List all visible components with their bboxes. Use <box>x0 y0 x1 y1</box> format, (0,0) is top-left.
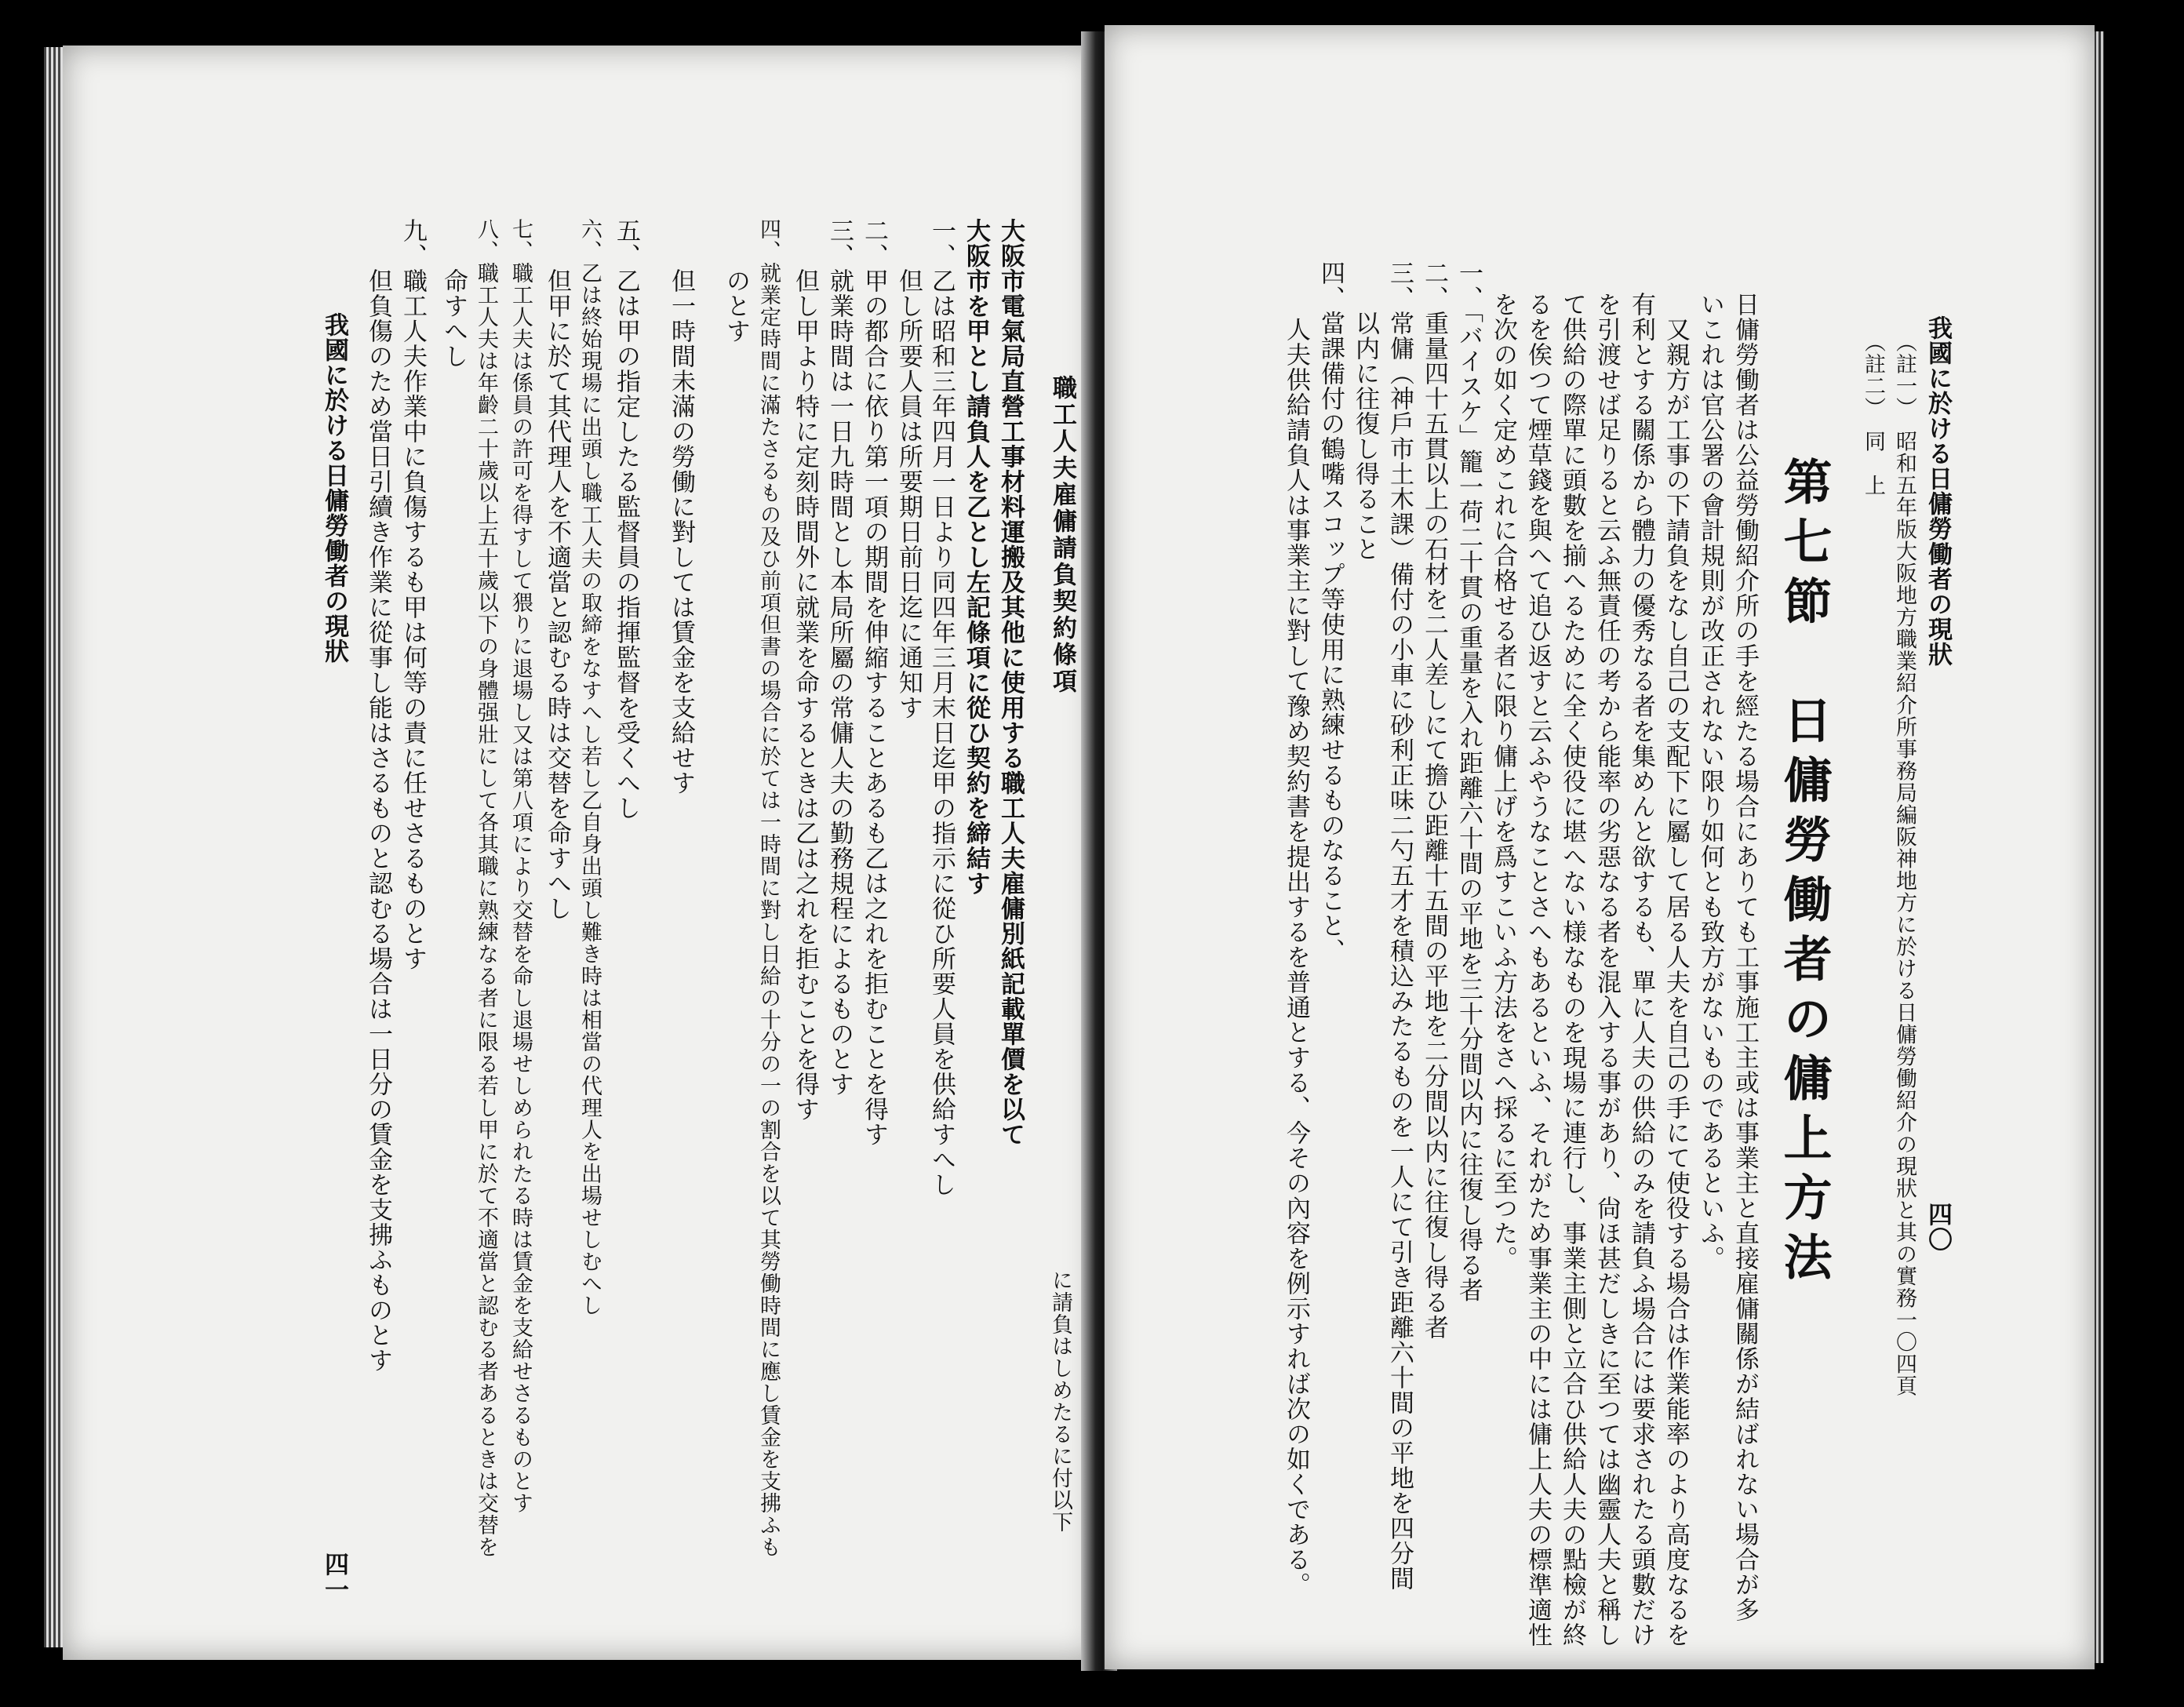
page-41-title: 職工人夫雇傭請負契約條項 <box>1048 375 1076 695</box>
clause-line: 但し甲より特に定刻時間外に就業を命するときは乙は之れを拒むことを得す <box>791 218 819 1122</box>
body-line: て供給の際單に頭數を揃へるために全く使役に堪へない様なものを現場に連行し、事業主側と立合ひ供給人夫の點檢が終 <box>1558 292 1586 1647</box>
body-line: 二、重量四十五貫以上の石材を二人差しにて擔ひ距離十五間の平地を二分間以内に往復し得る者 <box>1420 260 1448 1340</box>
clause-line: 三、就業時間は一日九時間とし本局所屬の常傭人夫の勤務規程によるものとす <box>825 218 854 1097</box>
clause-line: 但甲に於て其代理人を不適當と認むる時は交替を命すへし <box>543 218 571 921</box>
section-heading: 第七節 日傭勞働者の傭上方法 <box>1775 457 1833 1291</box>
clause-line: 六、乙は終始現場に出頭し職工人夫の取締をなすへし若し乙自身出頭し難き時は相當の代理人を出場せしむへし <box>577 218 602 1316</box>
clause-line: 七、職工人夫は係員の許可を得すして猥りに退場し又は第八項により交替を命し退場せしめられたる時は賃金を支給せさるものとす <box>508 218 533 1514</box>
body-line: 有利とする關係から體力の優秀なる者を集めんと欲するも、單に人夫の供給のみを請負ふ場合には要求されたる頭數だけ <box>1627 292 1655 1647</box>
body-line: を引渡せば足りると云ふ無責任の考から能率の劣惡なる者を混入する事があり、尙ほ甚だしきに至つては幽靈人夫と稱し <box>1592 292 1621 1647</box>
clause-line: 二、甲の都合に依り第一項の期間を伸縮することあるも乙は之れを拒むことを得す <box>860 218 888 1147</box>
body-line: 人夫供給請負人は事業主に對して豫め契約書を提出するを普通とする、今その內容を例示すれば次の如くである。 <box>1282 292 1310 1597</box>
page-41-running-footer: 我國に於ける日傭勞働者の現狀 <box>320 312 348 664</box>
page-41-preamble-tail: に請負はしめたるに付以下 <box>1048 1269 1072 1533</box>
right-page <box>1105 25 2095 1669</box>
clause-line: 但負傷のため當日引續き作業に從事し能はさるものと認むる場合は一日分の賃金を支拂ふものとす <box>364 218 392 1373</box>
body-line: 一、「バイスケ」籠一荷二十貫の重量を入れ距離六十間の平地を三十分間以内に往復し得る者 <box>1454 260 1483 1303</box>
page-41-preamble-line-2: 大阪市を甲とし請負人を乙とし左記條項に從ひ契約を締結す <box>962 218 990 896</box>
clause-line: 命すへし <box>439 218 468 369</box>
body-line: 四、當課備付の鶴嘴スコップ等使用に熟練せるものなること、 <box>1316 260 1345 963</box>
body-line: 以内に往復し得ること <box>1351 260 1379 562</box>
body-line: 日傭勞働者は公益勞働紹介所の手を經たる場合にありても工事施工主或は事業主と直接雇傭關係が結ばれない場合が多 <box>1731 292 1759 1622</box>
clause-line: 五、乙は甲の指定したる監督員の指揮監督を受くへし <box>612 218 640 821</box>
footnote-1: （註一） 昭和五年版大阪地方職業紹介所事務局編阪神地方に於ける日傭勞働紹介の現狀と其の實務一〇四頁 <box>1892 331 1916 1397</box>
page-41-preamble-line-1: 大阪市電氣局直營工事材料運搬及其他に使用する職工人夫雇傭別紙記載單價を以て <box>996 218 1025 1147</box>
body-line: 三、常傭（神戶市土木課）備付の小車に砂利正味二勺五才を積込みたるものを一人にて引き距離六十間の平地を四分間 <box>1385 260 1414 1591</box>
clause-line: 但一時間未滿の勞働に對しては賃金を支給せす <box>667 218 695 795</box>
footnote-2: （註二） 同 上 <box>1861 331 1885 497</box>
clause-line: のとす <box>722 218 750 344</box>
page-41-number: 四一 <box>320 1552 348 1602</box>
clause-line: 八、職工人夫は年齡二十歲以上五十歲以下の身體强壯にして各其職に熟練なる者に限る若し甲に於て不適當と認むる者あるときは交替を <box>474 218 498 1558</box>
page-40-running-header: 我國に於ける日傭勞働者の現狀 <box>1924 315 1952 667</box>
clause-line: 一、乙は昭和三年四月一日より同四年三月末日迄甲の指示に從ひ所要人員を供給すへし <box>927 218 956 1197</box>
left-page <box>63 45 1097 1660</box>
clause-line: 九、職工人夫作業中に負傷するも甲は何等の責に任せさるものとす <box>399 218 427 971</box>
body-line: 又親方が工事の下請負をなし自己の支配下に屬して居る人夫を自己の手にて使役する場合は作業能率のより高度なるを <box>1662 292 1690 1647</box>
page-40-number: 四〇 <box>1924 1202 1952 1252</box>
body-line: を次の如く定めこれに合格せる者に限り傭上げを爲すこいふ方法をさへ採るに至つた。 <box>1489 292 1517 1271</box>
clause-line: 但し所要人員は所要期日前日迄に通知す <box>894 218 923 720</box>
body-line: るを俟つて煙草錢を與へて追ひ返すと云ふやうなことさへもあるといふ、それがため事業主の中には傭上人夫の標準適性 <box>1523 292 1552 1647</box>
body-line: いこれは官公署の會計規則が改正されない限り如何とも致方がないものであるといふ。 <box>1696 292 1724 1271</box>
clause-line: 四、就業定時間に滿たさるもの及ひ前項但書の場合に於ては一時間に對し日給の十分の一の割合を以て其勞働時間に應し賃金を支拂ふも <box>756 218 781 1558</box>
